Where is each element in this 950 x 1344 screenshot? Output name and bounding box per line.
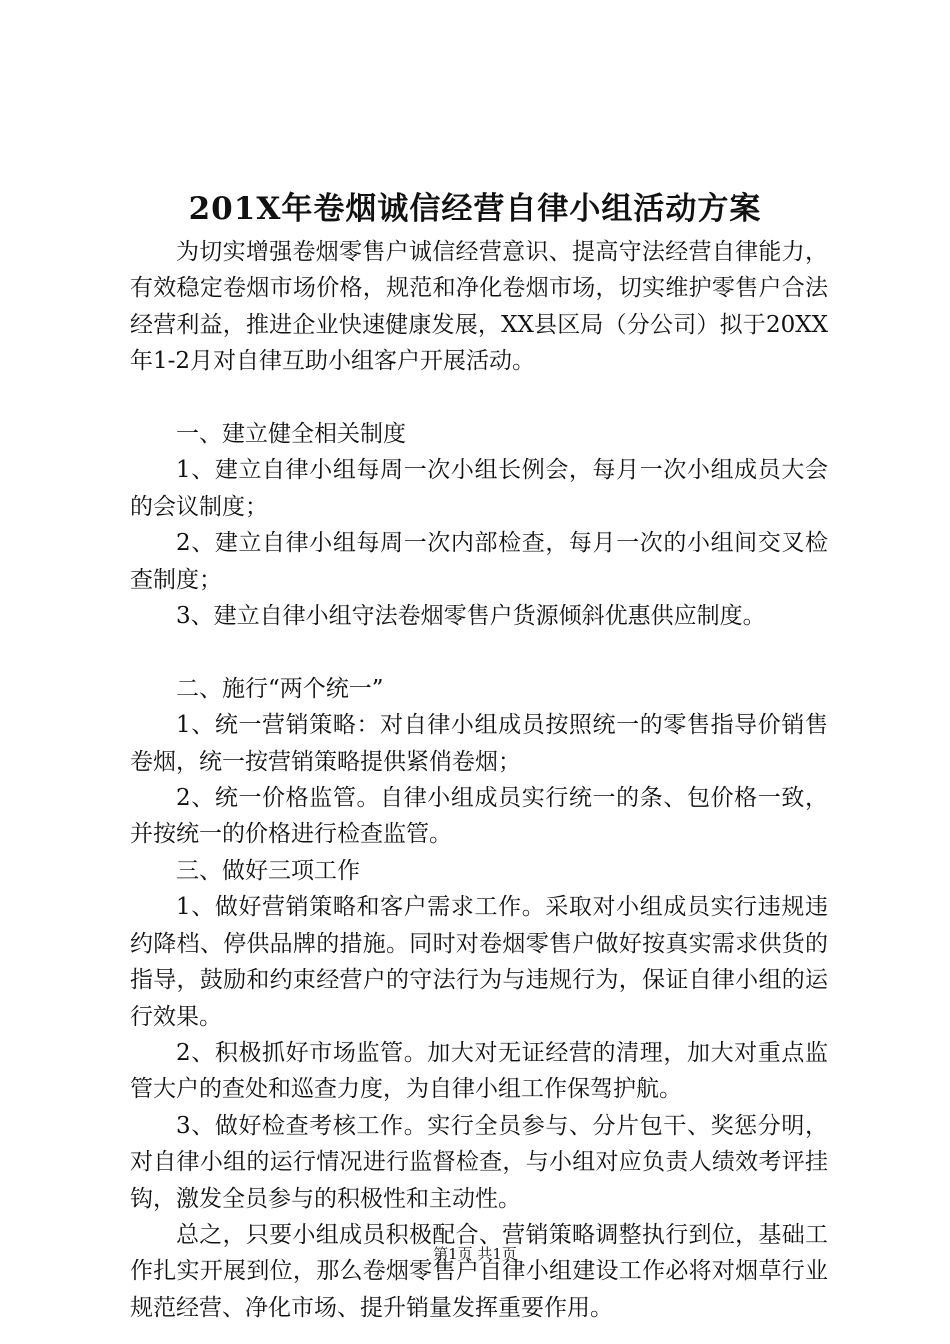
section-3-item-2: 2、积极抓好市场监管。加大对无证经营的清理，加大对重点监管大户的查处和巡查力度，为自律小组工作保驾护航。: [130, 1039, 828, 1103]
page-footer: 第1页 共1页: [433, 1245, 517, 1263]
intro-paragraph: 为切实增强卷烟零售户诚信经营意识、提高守法经营自律能力，有效稳定卷烟市场价格，规范和净化卷烟市场，切实维护零售户合法经营利益，推进企业快速健康发展，XX县区局（分公司）拟于20XX年1-2月对自律互助小组客户开展活动。: [130, 239, 828, 375]
document-title: 201X年卷烟诚信经营自律小组活动方案: [188, 191, 762, 227]
section-2-heading: 二、施行“两个统一”: [176, 675, 384, 702]
paragraph-spacer: [130, 634, 828, 670]
section-3-item-3: 3、做好检查考核工作。实行全员参与、分片包干、奖惩分明，对自律小组的运行情况进行监督检查，与小组对应负责人绩效考评挂钩，激发全员参与的积极性和主动性。: [130, 1112, 828, 1212]
section-1-heading: 一、建立健全相关制度: [176, 421, 406, 448]
section-1-item-2: 2、建立自律小组每周一次内部检查，每月一次的小组间交叉检查制度；: [130, 530, 828, 593]
paragraph-spacer: [130, 380, 828, 416]
section-2-item-1: 1、统一营销策略：对自律小组成员按照统一的零售指导价销售卷烟，统一按营销策略提供紧俏卷烟；: [130, 712, 828, 775]
section-1-item-1: 1、建立自律小组每周一次小组长例会，每月一次小组成员大会的会议制度；: [130, 457, 828, 520]
section-3-item-1: 1、做好营销策略和客户需求工作。采取对小组成员实行违规违约降档、停供品牌的措施。同时对卷烟零售户做好按真实需求供货的指导，鼓励和约束经营户的守法行为与违规行为，保证自律小组的运行效果。: [130, 894, 828, 1030]
section-3-heading: 三、做好三项工作: [176, 857, 360, 884]
section-2-item-2: 2、统一价格监管。自律小组成员实行统一的条、包价格一致，并按统一的价格进行检查监管。: [130, 785, 828, 848]
document-body: [130, 234, 828, 1326]
section-1-item-3: 3、建立自律小组守法卷烟零售户货源倾斜优惠供应制度。: [176, 603, 766, 630]
conclusion-paragraph: 总之，只要小组成员积极配合、营销策略调整执行到位，基础工作扎实开展到位，那么卷烟零售户自律小组建设工作必将对烟草行业规范经营、净化市场、提升销量发挥重要作用。: [130, 1221, 828, 1321]
